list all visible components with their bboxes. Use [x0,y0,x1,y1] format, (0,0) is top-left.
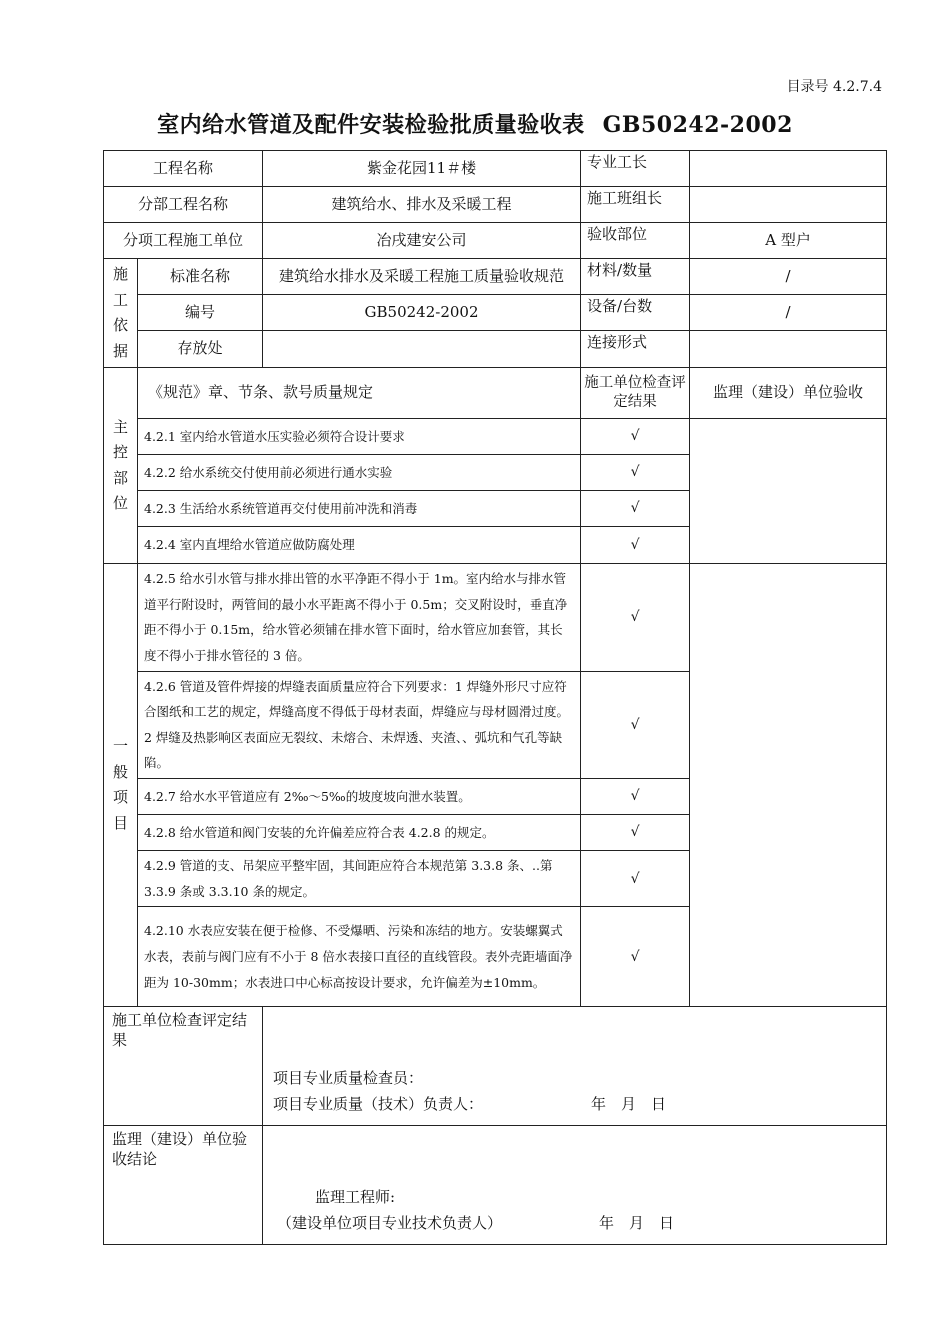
main-item-result: √ [581,419,690,455]
general-item-result: √ [581,779,690,815]
main-item-text: 4.2.1 室内给水管道水压实验必须符合设计要求 [138,419,581,455]
equipment-label: 设备/台数 [581,295,690,331]
general-item-text: 4.2.8 给水管道和阀门安装的允许偏差应符合表 4.2.8 的规定。 [138,815,581,851]
general-item-text: 4.2.10 水表应安装在便于检修、不受爆晒、污染和冻结的地方。安装螺翼式水表，表前与阀门应有不小于 8 倍水表接口直径的直线管段。表外壳距墙面净距为 10-30mm；水表进口中心标高按设计要求，允许偏差为±10mm。 [138,907,581,1007]
general-item-text: 4.2.6 管道及管件焊接的焊缝表面质量应符合下列要求：1 焊缝外形尺寸应符合图纸和工艺的规定，焊缝高度不得低于母材表面，焊缝应与母材圆滑过度。2 焊缝及热影响区表面应无裂纹、未熔合、未焊透、夹渣、、弧坑和气孔等缺陷。 [138,671,581,779]
main-item-result: √ [581,527,690,564]
subitem-unit-value: 冶戌建安公司 [263,223,581,259]
connection-label: 连接形式 [581,331,690,368]
team-leader-value [690,187,887,223]
row-storage [104,331,887,368]
equipment-value: / [690,295,887,331]
general-item-row [104,564,887,672]
row-std-name [104,259,887,295]
page-title [0,108,950,139]
main-item-row [104,419,887,455]
unit-check-column-header: 施工单位检查评定结果 [581,368,690,419]
storage-value [263,331,581,368]
project-name-label: 工程名称 [104,151,263,187]
construction-date-label: 年 月 日 [591,1094,667,1113]
owner-responsible-label: （建设单位项目专业技术负责人） [277,1213,503,1232]
construction-signoff [263,1010,886,1122]
general-item-result: √ [581,851,690,907]
main-item-text: 4.2.3 生活给水系统管道再交付使用前冲洗和消毒 [138,491,581,527]
quality-responsible-label: 项目专业质量（技术）负责人： [273,1094,484,1113]
row-subitem-unit [104,223,887,259]
general-item-result: √ [581,671,690,779]
row-project-name [104,151,887,187]
general-item-result: √ [581,564,690,672]
main-control-group-label: 主 控 部 位 [104,368,138,564]
general-item-text: 4.2.7 给水水平管道应有 2‰～5‰的坡度坡向泄水装置。 [138,779,581,815]
material-value: / [690,259,887,295]
acceptance-part-label: 验收部位 [581,223,690,259]
construction-conclusion-cell [263,1007,887,1126]
basis-group-label: 施 工 依 据 [104,259,138,368]
construction-conclusion-label: 施工单位检查评定结果 [104,1007,263,1126]
general-supervision-cell [690,564,887,1007]
title-standard-code: GB50242-2002 [602,112,793,138]
row-column-headers [104,368,887,419]
main-supervision-cell [690,419,887,564]
row-division [104,187,887,223]
team-leader-label: 施工班组长 [581,187,690,223]
connection-value [690,331,887,368]
general-item-text: 4.2.9 管道的支、吊架应平整牢固，其间距应符合本规范第 3.3.8 条、..第 3.3.9 条或 3.3.10 条的规定。 [138,851,581,907]
general-item-text: 4.2.5 给水引水管与排水排出管的水平净距不得小于 1m。室内给水与排水管道平行附设时，两管间的最小水平距离不得小于 0.5m；交叉附设时，垂直净距不得小于 0.15m，给水管必须铺在排水管下面时，给水管应加套管，其长度不得小于排水管径的 3 倍。 [138,564,581,672]
title-text: 室内给水管道及配件安装检验批质量验收表 [157,112,585,138]
inspector-label: 项目专业质量检查员： [273,1068,424,1087]
acceptance-part-value: A 型户 [690,223,887,259]
general-item-result: √ [581,815,690,851]
number-label: 编号 [138,295,263,331]
row-number [104,295,887,331]
project-name-value: 紫金花园11＃楼 [263,151,581,187]
supervising-engineer-label: 监理工程师: [315,1187,396,1206]
supervision-conclusion-cell [263,1126,887,1245]
foreman-value [690,151,887,187]
main-item-text: 4.2.2 给水系统交付使用前必须进行通水实验 [138,455,581,491]
storage-label: 存放处 [138,331,263,368]
supervision-column-header: 监理（建设）单位验收 [690,368,887,419]
catalog-number: 目录号 4.2.7.4 [786,79,882,95]
general-group-label: 一 般 项 目 [104,564,138,1007]
std-name-value: 建筑给水排水及采暖工程施工质量验收规范 [263,259,581,295]
row-construction-conclusion [104,1007,887,1126]
supervision-signoff [263,1129,886,1241]
supervision-conclusion-label: 监理（建设）单位验收结论 [104,1126,263,1245]
main-item-result: √ [581,455,690,491]
number-value: GB50242-2002 [263,295,581,331]
spec-column-header: 《规范》章、节条、款号质量规定 [138,368,581,419]
subitem-unit-label: 分项工程施工单位 [104,223,263,259]
foreman-label: 专业工长 [581,151,690,187]
inspection-table [103,150,887,1245]
division-label: 分部工程名称 [104,187,263,223]
material-label: 材料/数量 [581,259,690,295]
main-item-text: 4.2.4 室内直埋给水管道应做防腐处理 [138,527,581,564]
supervision-date-label: 年 月 日 [599,1213,675,1232]
general-item-result: √ [581,907,690,1007]
row-supervision-conclusion [104,1126,887,1245]
division-value: 建筑给水、排水及采暖工程 [263,187,581,223]
std-name-label: 标准名称 [138,259,263,295]
main-item-result: √ [581,491,690,527]
